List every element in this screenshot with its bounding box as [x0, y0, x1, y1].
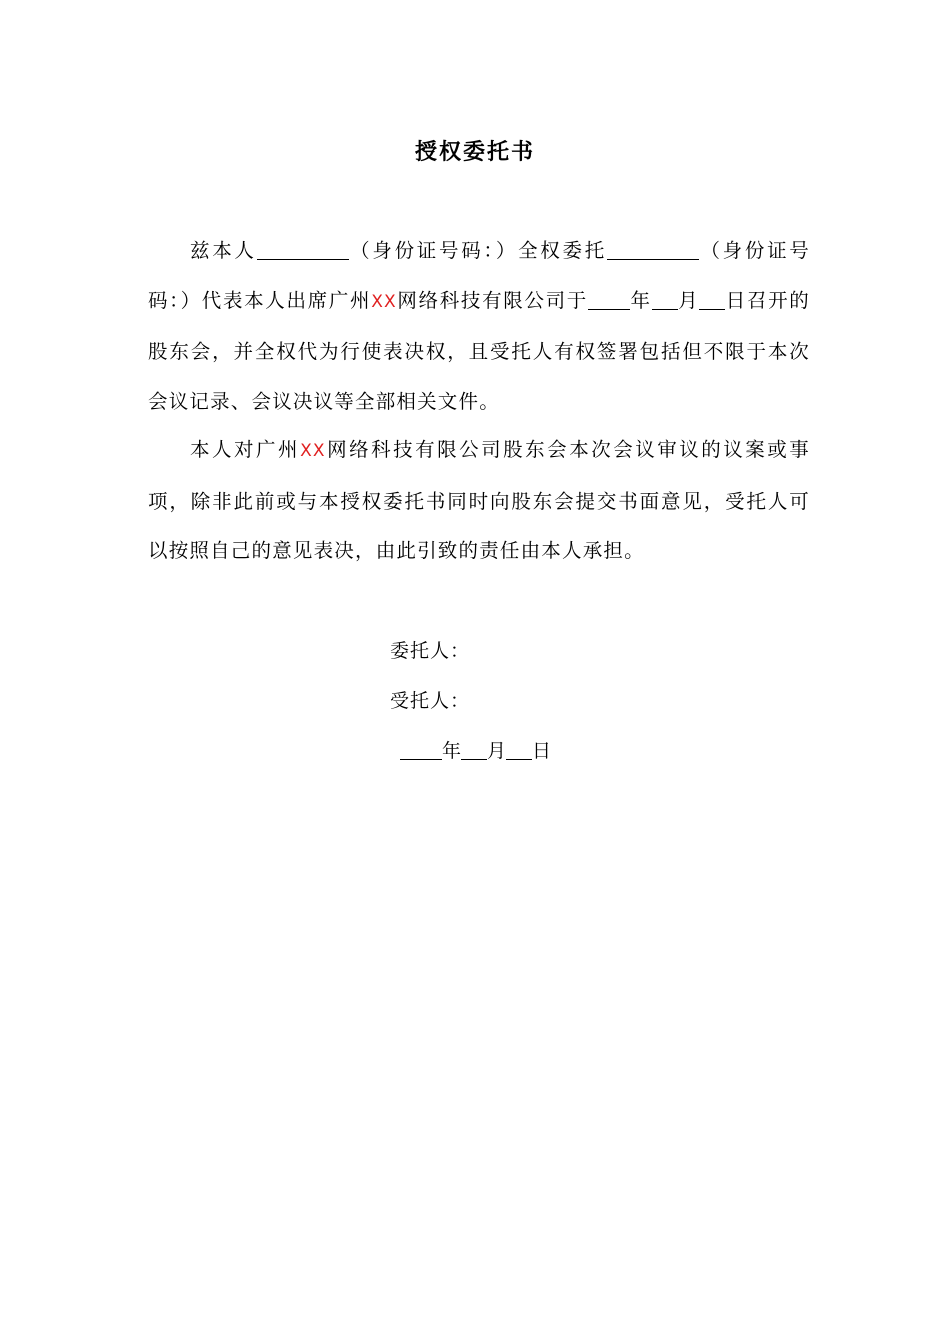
principal-name-blank[interactable]: [257, 238, 349, 260]
para2-text-2: 网络科技有限公司股东会本次会议审议的议案或事项，除非此前或与本授权委托书同时向股东会提交书面意见，受托人可以按照自己的意见表决，由此引致的责任由本人承担。: [148, 438, 810, 562]
para1-text-5: 召开的股东会，并全权代为行使表决权，且受托人有权签署包括但不限于本次会议记录、会议决议等全部相关文件。: [148, 288, 811, 413]
para2-text-1: 本人对广州: [190, 438, 301, 461]
company-placeholder-2: XX: [300, 441, 326, 461]
agent-name-blank[interactable]: [607, 238, 699, 260]
para1-text-2: （身份证号码：）全权委托: [348, 239, 607, 262]
sign-year: 年: [442, 740, 462, 762]
paragraph-voting: [148, 425, 810, 576]
sign-day: 日: [532, 740, 552, 762]
principal-label: 委托人：: [390, 640, 471, 662]
para1-text-3: （身份证号码：）代表本人出席广州: [148, 239, 810, 312]
agent-label: 受托人：: [390, 690, 471, 712]
paragraph-authorization: [148, 226, 810, 426]
signature-date: [400, 736, 551, 763]
meeting-day-blank[interactable]: [699, 287, 725, 309]
para1-year: 年: [629, 288, 652, 312]
sign-month: 月: [487, 740, 507, 762]
meeting-year-blank[interactable]: [588, 287, 630, 309]
sign-day-blank[interactable]: [506, 738, 532, 760]
para1-month: 月: [677, 288, 700, 312]
sign-year-blank[interactable]: [400, 738, 442, 760]
agent-signature: [390, 686, 470, 713]
document-title: 授权委托书: [414, 139, 535, 165]
para1-text-4: 网络科技有限公司于: [396, 288, 588, 312]
meeting-month-blank[interactable]: [652, 287, 678, 309]
para1-text-1: 兹本人: [190, 239, 257, 262]
company-placeholder: XX: [371, 291, 397, 312]
principal-signature: [390, 636, 470, 663]
para1-day: 日: [725, 288, 747, 312]
sign-month-blank[interactable]: [461, 738, 487, 760]
